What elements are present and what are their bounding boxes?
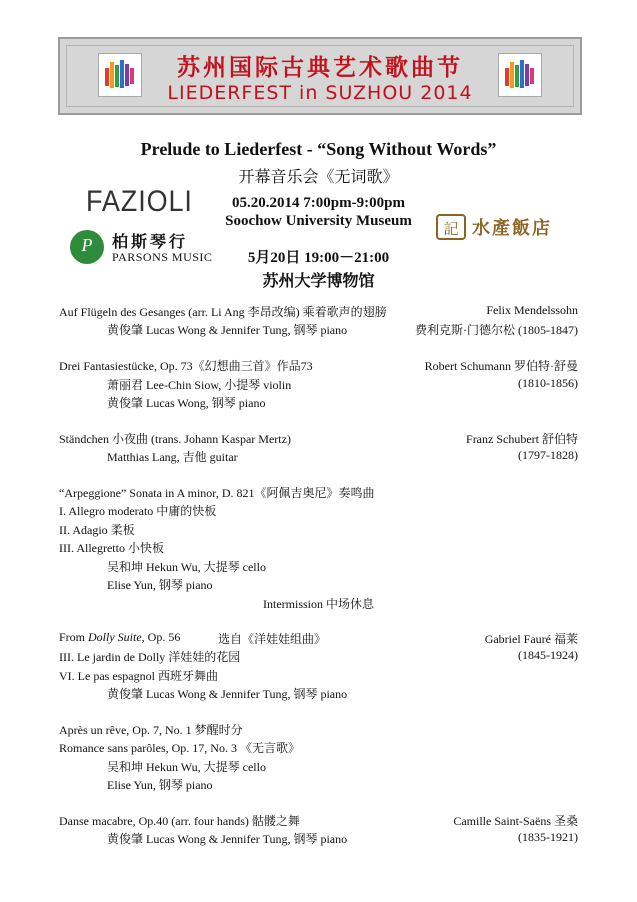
- program-item-composer: Camille Saint-Saëns 圣桑: [453, 814, 578, 828]
- concert-venue-en: Soochow University Museum: [225, 213, 412, 229]
- program-item-title-zh: 选自《洋娃娃组曲》: [218, 632, 327, 646]
- program-item-dates: (1797-1828): [518, 448, 578, 462]
- banner-title-en: LIEDERFEST in SUZHOU 2014: [167, 82, 473, 104]
- parsons-logo-icon: P: [70, 230, 104, 264]
- program-movement: I. Allegro moderato 中庸的快板: [59, 504, 217, 518]
- program-item-title: Drei Fantasiestücke, Op. 73《幻想曲三首》作品73: [59, 359, 313, 373]
- program-item-title: Auf Flügeln des Gesanges (arr. Li Ang 李昂改编) 乘着歌声的翅膀: [59, 305, 387, 319]
- program-movement: II. Adagio 柔板: [59, 523, 135, 537]
- fazioli-logo: FAZIOLI: [86, 185, 193, 218]
- concert-title-en: Prelude to Liederfest - “Song Without Words”: [140, 139, 497, 159]
- program-item-title: Romance sans parôles, Op. 17, No. 3 《无言歌》: [59, 741, 300, 755]
- program-movement: III. Le jardin de Dolly 洋娃娃的花园: [59, 650, 241, 664]
- program-item-performers: 黄俊肇 Lucas Wong & Jennifer Tung, 钢琴 piano: [107, 687, 348, 701]
- concert-title-zh: 开幕音乐会《无词歌》: [238, 169, 399, 186]
- program-item-performers: Elise Yun, 钢琴 piano: [107, 778, 213, 792]
- concert-date-zh: 5月20日 19:00－21:00: [247, 250, 390, 266]
- hotel-name-zh: 水產飯店: [472, 218, 552, 238]
- program-item-dates: (1835-1921): [518, 830, 578, 844]
- hotel-logo-icon: 記: [436, 214, 466, 240]
- program-item-performers: 萧丽君 Lee-Chin Siow, 小提琴 violin: [107, 378, 292, 392]
- program-item-title: Ständchen 小夜曲 (trans. Johann Kaspar Mertz): [59, 432, 291, 446]
- program-item-performers: 吴和坤 Hekun Wu, 大提琴 cello: [107, 760, 266, 774]
- program-item-dates: (1810-1856): [518, 376, 578, 390]
- program-movement: VI. Le pas espagnol 西班牙舞曲: [59, 669, 218, 683]
- program-item-composer: Gabriel Fauré 福莱: [484, 632, 578, 646]
- program-item-performers: Matthias Lang, 吉他 guitar: [107, 450, 238, 464]
- program-item-title: “Arpeggione” Sonata in A minor, D. 821《阿佩吉奥尼》奏鸣曲: [59, 486, 375, 500]
- program-item-performers: 黄俊肇 Lucas Wong & Jennifer Tung, 钢琴 piano: [107, 832, 348, 846]
- concert-venue-zh: 苏州大学博物馆: [262, 273, 375, 290]
- intermission-label: Intermission 中场休息: [263, 597, 374, 611]
- parsons-name-zh: 柏斯琴行: [112, 234, 189, 251]
- program-item-performers: 黄俊肇 Lucas Wong, 钢琴 piano: [107, 396, 266, 410]
- program-item-title: From Dolly Suite, Op. 56: [59, 630, 181, 644]
- program-item-performers: 吴和坤 Hekun Wu, 大提琴 cello: [107, 560, 266, 574]
- program-item-composer: Felix Mendelssohn: [486, 303, 578, 317]
- program-item-performers: 黄俊肇 Lucas Wong & Jennifer Tung, 钢琴 piano: [107, 323, 348, 337]
- program-item-performers: Elise Yun, 钢琴 piano: [107, 578, 213, 592]
- program-item-composer: Franz Schubert 舒伯特: [466, 432, 578, 446]
- program-movement: III. Allegretto 小快板: [59, 541, 164, 555]
- program-item-dates: (1845-1924): [518, 648, 578, 662]
- banner-title-zh: 苏州国际古典艺术歌曲节: [177, 55, 463, 81]
- program-item-composer-zh: 费利克斯·门德尔松 (1805-1847): [415, 323, 578, 337]
- program-item-title: Après un rêve, Op. 7, No. 1 梦醒时分: [59, 723, 243, 737]
- program-item-composer: Robert Schumann 罗伯特·舒曼: [424, 359, 578, 373]
- concert-date-en: 05.20.2014 7:00pm-9:00pm: [232, 195, 405, 211]
- festival-banner: [58, 37, 582, 115]
- program-item-title: Danse macabre, Op.40 (arr. four hands) 骷髅之舞: [59, 814, 300, 828]
- parsons-name-en: PARSONS MUSIC: [112, 250, 213, 264]
